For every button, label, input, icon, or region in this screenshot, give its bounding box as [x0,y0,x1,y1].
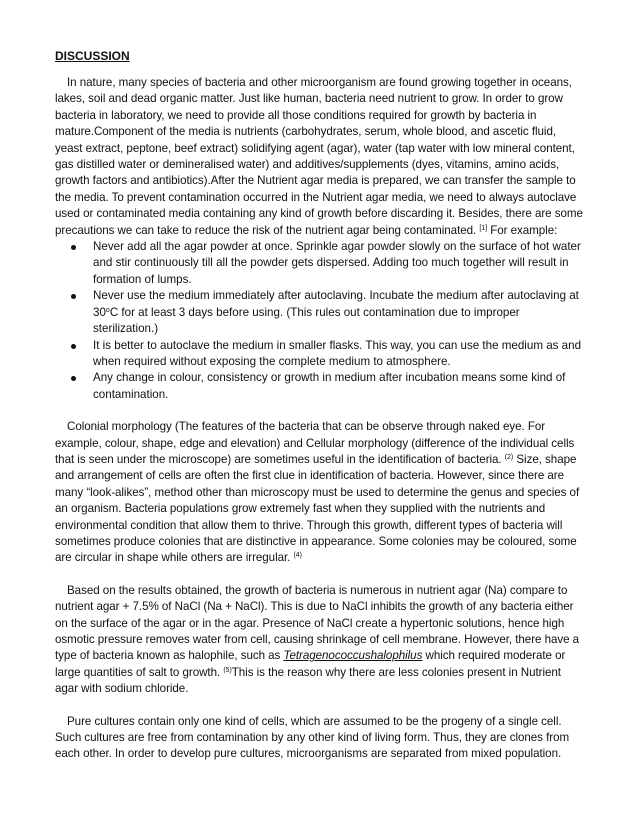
list-item [93,239,583,288]
bullet-icon [71,245,76,250]
list-item [93,370,583,403]
results-text-middle: which required moderate or large quantities of salt to growth. [55,649,566,679]
list-item-text-end: C for at least 3 days before using. (This rules out contamination due to improper sterilization.) [93,305,520,336]
section-heading: DISCUSSION [55,49,130,63]
results-text: Based on the results obtained, the growth of bacteria is numerous in nutrient agar (Na) compare to nutrient agar + 7.5% of NaCl (Na + NaCl). This is due to NaCl inhibits the growth of any bacteria either on the surface of the agar or in the agar. Presence of NaCl create a hypertonic solutions, hence high osmotic pressure removes water from cell, causing shrinkage of cell membrane. However, there have a type of bacteria known as halophile, such as [55,583,580,663]
list-item [93,338,583,371]
paragraph-morphology [55,419,583,567]
bullet-icon [71,344,76,349]
list-item [93,288,583,337]
list-item-text: It is better to autoclave the medium in smaller flasks. This way, you can use the medium as and when required without exposing the complete medium to atmosphere. [93,338,582,368]
citation-4: (4) [293,552,302,560]
morphology-text: Colonial morphology (The features of the bacteria that can be observe through naked eye. For example, colour, shape, edge and elevation) and Cellular morphology (difference of the individual cells that is seen under the microscope) are sometimes useful in the identification of bacteria. [55,420,575,466]
results-text-end: This is the reason why there are less colonies present in Nutrient agar with sodium chloride. [55,665,561,696]
citation-1: [1] [479,224,488,232]
species-name: Tetragenococcushalophilus [283,649,423,663]
document-page [55,48,583,763]
intro-text-end: For example: [487,223,558,237]
morphology-text-end: Size, shape and arrangement of cells are often the first clue in identification of bacteria. However, since there are many “look-alikes”, method other than microscopy must be used to determine the genus and species of an organism. Bacteria populations grow extremely fast when they supplied with the nutrients and environmental condition that allow them to thrive. Through this growth, different types of bacteria will sometimes produce colonies that are distinctive in appearance. Some colonies may be coloured, some are circular in shape while others are irregular. [55,452,580,565]
paragraph-pure-cultures: Pure cultures contain only one kind of cells, which are assumed to be the progeny of a single cell. Such cultures are free from contamination by any other kind of living form. Thus, they are clones from each other. In order to develop pure cultures, microorganisms are separated from mixed population. [55,714,570,761]
list-item-text: Any change in colour, consistency or growth in medium after incubation means some kind of contamination. [93,371,566,401]
paragraph-intro [55,75,583,239]
bullet-icon [71,294,76,299]
precaution-list [55,239,583,403]
intro-text: In nature, many species of bacteria and other microorganism are found growing together in oceans, lakes, soil and dead organic matter. Just like human, bacteria need nutrient to grow. In order to grow bacteria in laboratory, we need to provide all those conditions required for growth by bacteria in mature.Component of the media is nutrients (carbohydrates, serum, whole blood, and ascetic fluid, yeast extract, peptone, beef extract) solidifying agent (agar), water (tap water with low mineral content, gas distilled water or demineralised water) and additives/supplements (dyes, vitamins, amino acids, growth factors and antibiotics).After the Nutrient agar media is prepared, we can transfer the sample to the media. To prevent contamination occurred in the Nutrient agar media, we need to always autoclave used or contaminated media containing any kind of growth before discarding it. Besides, there are some precautions we can take to reduce the risk of the nutrient agar being contaminated. [55,76,583,237]
paragraph-results [55,583,583,698]
citation-5: (5) [223,666,232,674]
degree-mark: o [105,306,110,314]
list-item-text: Never add all the agar powder at once. Sprinkle agar powder slowly on the surface of hot water and stir continuously till all the powder gets dispersed. Adding too much together will result in formation of lumps. [93,240,581,286]
bullet-icon [71,376,76,381]
citation-2: (2) [504,453,514,461]
list-item-text: Never use the medium immediately after autoclaving. Incubate the medium after autoclaving at 30 [93,289,579,319]
